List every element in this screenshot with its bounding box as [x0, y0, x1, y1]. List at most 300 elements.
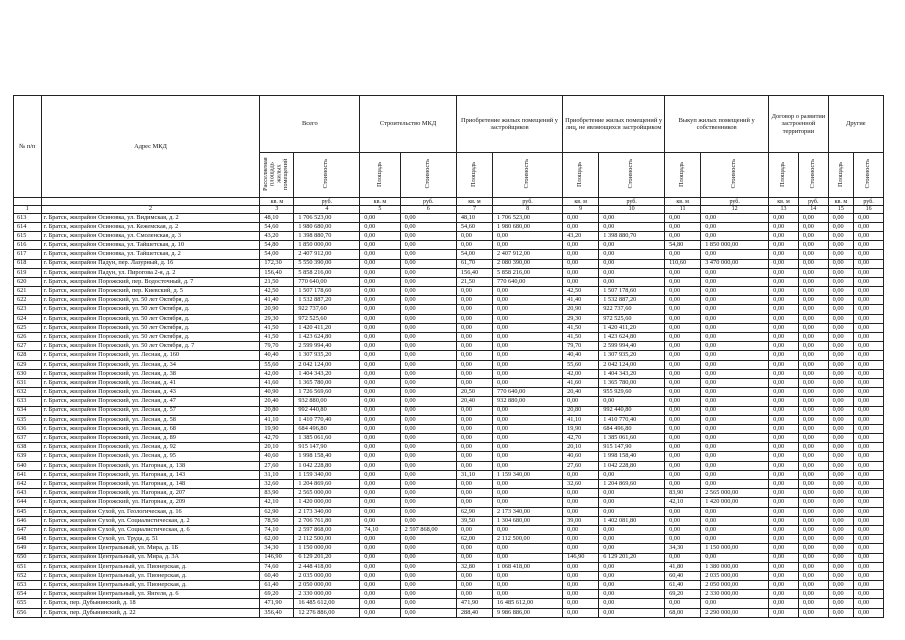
value-cell: 0,00 — [400, 296, 456, 305]
value-cell: 0,00 — [701, 277, 769, 286]
value-cell: 0,00 — [828, 535, 853, 544]
value-cell: 0,00 — [828, 406, 853, 415]
row-number: 635 — [14, 415, 42, 424]
value-cell: 0,00 — [456, 590, 492, 599]
value-cell: 0,00 — [599, 535, 665, 544]
value-cell: 0,00 — [828, 599, 853, 608]
row-number: 637 — [14, 434, 42, 443]
row-number: 643 — [14, 489, 42, 498]
row-number: 644 — [14, 498, 42, 507]
value-cell: 0,00 — [769, 277, 799, 286]
value-cell: 40,60 — [563, 452, 599, 461]
value-cell: 2 173 340,00 — [493, 507, 563, 516]
row-number: 624 — [14, 314, 42, 323]
row-number: 625 — [14, 323, 42, 332]
value-cell: 21,50 — [456, 277, 492, 286]
value-cell: 0,00 — [798, 388, 828, 397]
column-number: 16 — [854, 206, 884, 214]
value-cell: 2 050 000,00 — [294, 581, 360, 590]
value-cell: 29,30 — [260, 314, 294, 323]
value-cell: 0,00 — [563, 535, 599, 544]
value-cell: 0,00 — [456, 314, 492, 323]
value-cell: 0,00 — [798, 369, 828, 378]
column-number: 15 — [828, 206, 853, 214]
table-row — [14, 415, 884, 424]
value-cell: 0,00 — [854, 406, 884, 415]
row-number: 654 — [14, 590, 42, 599]
table-row — [14, 498, 884, 507]
table-row — [14, 378, 884, 387]
value-cell: 0,00 — [828, 571, 853, 580]
value-cell: 19,90 — [563, 424, 599, 433]
value-cell: 0,00 — [701, 305, 769, 314]
table-row — [14, 222, 884, 231]
value-cell: 54,00 — [260, 250, 294, 259]
value-cell: 16 485 612,00 — [294, 599, 360, 608]
value-cell: 21,50 — [260, 277, 294, 286]
value-cell: 0,00 — [400, 259, 456, 268]
value-cell: 0,00 — [701, 342, 769, 351]
header-purchase-non-developers: Приобретение жилых помещений у лиц, не являющихся застройщиком — [565, 116, 663, 131]
value-cell: 34,30 — [260, 544, 294, 553]
value-cell: 0,00 — [456, 360, 492, 369]
value-cell: 6 129 201,20 — [294, 553, 360, 562]
value-cell: 62,00 — [260, 535, 294, 544]
value-cell: 0,00 — [563, 489, 599, 498]
value-cell: 2 706 761,80 — [294, 516, 360, 525]
value-cell: 0,00 — [360, 397, 400, 406]
table-row — [14, 287, 884, 296]
value-cell: 0,00 — [493, 461, 563, 470]
value-cell: 0,00 — [493, 415, 563, 424]
subheader-cost: Стоимость — [423, 159, 431, 189]
value-cell: 684 496,80 — [599, 424, 665, 433]
value-cell: 0,00 — [854, 222, 884, 231]
value-cell: 922 737,60 — [294, 305, 360, 314]
value-cell: 0,00 — [854, 498, 884, 507]
value-cell: 0,00 — [798, 544, 828, 553]
value-cell: 0,00 — [493, 424, 563, 433]
value-cell: 1 420 411,20 — [599, 323, 665, 332]
address-cell: г. Братск, жилрайон Порожский, ул. 50 лет Октября, д. — [41, 333, 260, 342]
value-cell: 0,00 — [798, 571, 828, 580]
value-cell: 0,00 — [798, 590, 828, 599]
value-cell: 0,00 — [665, 516, 701, 525]
value-cell: 0,00 — [701, 296, 769, 305]
unit-cost: руб. — [798, 198, 828, 206]
value-cell: 34,30 — [665, 544, 701, 553]
value-cell: 0,00 — [828, 360, 853, 369]
value-cell: 0,00 — [400, 397, 456, 406]
value-cell: 0,00 — [854, 305, 884, 314]
value-cell: 0,00 — [599, 498, 665, 507]
address-cell: г. Братск, жилрайон Центральный, ул. Янгеля, д. 6 — [41, 590, 260, 599]
row-number: 613 — [14, 213, 42, 222]
value-cell: 0,00 — [769, 406, 799, 415]
value-cell: 0,00 — [665, 231, 701, 240]
value-cell: 12 276 886,00 — [294, 608, 360, 617]
value-cell: 0,00 — [456, 489, 492, 498]
value-cell: 0,00 — [563, 571, 599, 580]
value-cell: 0,00 — [701, 553, 769, 562]
value-cell: 0,00 — [599, 250, 665, 259]
value-cell: 0,00 — [493, 480, 563, 489]
value-cell: 62,90 — [456, 507, 492, 516]
value-cell: 1 398 880,70 — [294, 231, 360, 240]
value-cell: 0,00 — [360, 222, 400, 231]
value-cell: 0,00 — [360, 461, 400, 470]
value-cell: 0,00 — [360, 452, 400, 461]
row-number: 655 — [14, 599, 42, 608]
value-cell: 29,30 — [563, 314, 599, 323]
value-cell: 0,00 — [599, 599, 665, 608]
table-row — [14, 535, 884, 544]
value-cell: 0,00 — [798, 231, 828, 240]
value-cell: 0,00 — [769, 369, 799, 378]
value-cell: 0,00 — [828, 507, 853, 516]
value-cell: 0,00 — [400, 231, 456, 240]
value-cell: 2 407 912,00 — [294, 250, 360, 259]
value-cell: 0,00 — [769, 314, 799, 323]
value-cell: 0,00 — [400, 516, 456, 525]
header-other: Другие — [828, 96, 883, 153]
value-cell: 0,00 — [456, 305, 492, 314]
value-cell: 0,00 — [360, 259, 400, 268]
value-cell: 0,00 — [701, 480, 769, 489]
unit-cost: руб. — [400, 198, 456, 206]
value-cell: 0,00 — [665, 314, 701, 323]
subheader-cost: Стоимость — [864, 159, 872, 189]
value-cell: 0,00 — [665, 296, 701, 305]
value-cell: 0,00 — [854, 424, 884, 433]
value-cell: 1 307 935,20 — [294, 351, 360, 360]
value-cell: 0,00 — [456, 296, 492, 305]
value-cell: 0,00 — [665, 369, 701, 378]
value-cell: 1 706 523,00 — [493, 213, 563, 222]
value-cell: 0,00 — [769, 250, 799, 259]
table-row — [14, 525, 884, 534]
value-cell: 0,00 — [599, 489, 665, 498]
value-cell: 0,00 — [665, 599, 701, 608]
value-cell: 0,00 — [828, 287, 853, 296]
table-row — [14, 571, 884, 580]
value-cell: 0,00 — [360, 507, 400, 516]
value-cell: 1 150 000,00 — [701, 544, 769, 553]
value-cell: 0,00 — [599, 222, 665, 231]
header-address: Адрес МКД — [41, 96, 260, 198]
value-cell: 0,00 — [769, 535, 799, 544]
table-row — [14, 452, 884, 461]
value-cell: 146,90 — [563, 553, 599, 562]
value-cell: 0,00 — [400, 406, 456, 415]
address-cell: г. Братск, жилрайон Порожский, ул. Лесная, д. 43 — [41, 388, 260, 397]
value-cell: 0,00 — [828, 590, 853, 599]
value-cell: 54,60 — [456, 222, 492, 231]
value-cell: 0,00 — [769, 489, 799, 498]
value-cell: 0,00 — [769, 213, 799, 222]
value-cell: 48,10 — [456, 213, 492, 222]
value-cell: 0,00 — [828, 397, 853, 406]
value-cell: 0,00 — [456, 351, 492, 360]
address-cell: г. Братск, жилрайон Порожский, ул. Лесная, д. 41 — [41, 378, 260, 387]
value-cell: 0,00 — [400, 553, 456, 562]
value-cell: 0,00 — [360, 535, 400, 544]
value-cell: 0,00 — [493, 544, 563, 553]
value-cell: 0,00 — [828, 342, 853, 351]
value-cell: 0,00 — [769, 397, 799, 406]
value-cell: 0,00 — [400, 498, 456, 507]
value-cell: 43,20 — [260, 231, 294, 240]
subheader-cost: Стоимость — [627, 159, 635, 189]
value-cell: 0,00 — [400, 434, 456, 443]
address-cell: г. Братск, жилрайон Сухой, ул. Социалистическая, д. 6 — [41, 525, 260, 534]
value-cell: 0,00 — [563, 241, 599, 250]
value-cell: 0,00 — [493, 287, 563, 296]
value-cell: 0,00 — [701, 222, 769, 231]
value-cell: 0,00 — [798, 406, 828, 415]
value-cell: 0,00 — [854, 296, 884, 305]
value-cell: 0,00 — [798, 480, 828, 489]
value-cell: 0,00 — [701, 268, 769, 277]
value-cell: 0,00 — [456, 231, 492, 240]
value-cell: 0,00 — [493, 443, 563, 452]
value-cell: 0,00 — [701, 333, 769, 342]
value-cell: 0,00 — [828, 259, 853, 268]
value-cell: 0,00 — [360, 480, 400, 489]
units-row — [14, 198, 884, 206]
row-number: 615 — [14, 231, 42, 240]
row-number: 633 — [14, 397, 42, 406]
value-cell: 0,00 — [769, 231, 799, 240]
value-cell: 0,00 — [400, 507, 456, 516]
value-cell: 0,00 — [599, 544, 665, 553]
value-cell: 1 385 061,60 — [294, 434, 360, 443]
row-number: 623 — [14, 305, 42, 314]
value-cell: 0,00 — [854, 369, 884, 378]
value-cell: 0,00 — [769, 424, 799, 433]
column-numbers-row — [14, 206, 884, 214]
value-cell: 0,00 — [563, 507, 599, 516]
value-cell: 0,00 — [599, 277, 665, 286]
value-cell: 0,00 — [769, 516, 799, 525]
value-cell: 31,10 — [260, 470, 294, 479]
address-cell: г. Братск, жилрайон Сухой, ул. Труда, д. 51 — [41, 535, 260, 544]
value-cell: 0,00 — [493, 406, 563, 415]
value-cell: 0,00 — [665, 507, 701, 516]
value-cell: 40,40 — [563, 351, 599, 360]
value-cell: 42,50 — [563, 287, 599, 296]
value-cell: 0,00 — [854, 434, 884, 443]
address-cell: г. Братск, жилрайон Порожский, ул. Лесная, д. 160 — [41, 351, 260, 360]
value-cell: 41,10 — [260, 415, 294, 424]
value-cell: 20,40 — [260, 397, 294, 406]
value-cell: 0,00 — [828, 608, 853, 617]
value-cell: 2 330 000,00 — [701, 590, 769, 599]
value-cell: 0,00 — [360, 544, 400, 553]
row-number: 626 — [14, 333, 42, 342]
value-cell: 62,00 — [456, 535, 492, 544]
value-cell: 1 204 869,60 — [599, 480, 665, 489]
table-row — [14, 434, 884, 443]
value-cell: 0,00 — [854, 241, 884, 250]
value-cell: 0,00 — [701, 470, 769, 479]
value-cell: 0,00 — [360, 323, 400, 332]
value-cell: 42,70 — [563, 434, 599, 443]
row-number: 636 — [14, 424, 42, 433]
value-cell: 172,30 — [260, 259, 294, 268]
value-cell: 0,00 — [665, 222, 701, 231]
value-cell: 0,00 — [769, 553, 799, 562]
value-cell: 0,00 — [665, 305, 701, 314]
value-cell: 932 880,00 — [493, 397, 563, 406]
value-cell: 0,00 — [599, 507, 665, 516]
unit-cost: руб. — [854, 198, 884, 206]
value-cell: 0,00 — [563, 599, 599, 608]
row-number: 645 — [14, 507, 42, 516]
address-cell: г. Братск, жилрайон Порожский, ул. Лесная, д. 95 — [41, 452, 260, 461]
value-cell: 32,80 — [456, 562, 492, 571]
value-cell: 0,00 — [701, 406, 769, 415]
value-cell: 0,00 — [665, 388, 701, 397]
value-cell: 2 599 994,40 — [599, 342, 665, 351]
value-cell: 20,10 — [260, 443, 294, 452]
value-cell: 1 532 887,20 — [599, 296, 665, 305]
value-cell: 0,00 — [665, 434, 701, 443]
value-cell: 156,40 — [260, 268, 294, 277]
value-cell: 2 035 000,00 — [701, 571, 769, 580]
value-cell: 156,40 — [456, 268, 492, 277]
value-cell: 0,00 — [400, 424, 456, 433]
address-cell: г. Братск, жилрайон Порожский, ул. Лесная, д. 57 — [41, 406, 260, 415]
value-cell: 2 330 000,00 — [294, 590, 360, 599]
value-cell: 992 440,80 — [294, 406, 360, 415]
value-cell: 0,00 — [493, 360, 563, 369]
value-cell: 0,00 — [769, 333, 799, 342]
table-row — [14, 231, 884, 240]
value-cell: 0,00 — [701, 287, 769, 296]
value-cell: 2 112 500,00 — [294, 535, 360, 544]
value-cell: 0,00 — [798, 259, 828, 268]
value-cell: 0,00 — [854, 562, 884, 571]
value-cell: 0,00 — [701, 452, 769, 461]
value-cell: 0,00 — [828, 443, 853, 452]
table-row — [14, 342, 884, 351]
column-number: 7 — [456, 206, 492, 214]
value-cell: 288,40 — [456, 608, 492, 617]
value-cell: 41,60 — [563, 378, 599, 387]
value-cell: 0,00 — [360, 498, 400, 507]
value-cell: 0,00 — [769, 360, 799, 369]
row-number: 653 — [14, 581, 42, 590]
value-cell: 0,00 — [854, 581, 884, 590]
value-cell: 0,00 — [854, 397, 884, 406]
value-cell: 20,40 — [563, 388, 599, 397]
value-cell: 0,00 — [665, 415, 701, 424]
value-cell: 0,00 — [360, 314, 400, 323]
value-cell: 0,00 — [493, 369, 563, 378]
value-cell: 39,00 — [563, 516, 599, 525]
row-number: 632 — [14, 388, 42, 397]
value-cell: 0,00 — [665, 535, 701, 544]
row-number: 649 — [14, 544, 42, 553]
value-cell: 1 068 418,00 — [493, 562, 563, 571]
value-cell: 0,00 — [493, 581, 563, 590]
value-cell: 0,00 — [360, 388, 400, 397]
value-cell: 41,40 — [260, 296, 294, 305]
table-row — [14, 516, 884, 525]
value-cell: 992 440,80 — [599, 406, 665, 415]
value-cell: 0,00 — [854, 553, 884, 562]
table-row — [14, 314, 884, 323]
value-cell: 0,00 — [769, 378, 799, 387]
value-cell: 1 204 869,60 — [294, 480, 360, 489]
value-cell: 0,00 — [493, 378, 563, 387]
row-number: 648 — [14, 535, 42, 544]
column-number: 1 — [14, 206, 42, 214]
value-cell: 0,00 — [798, 241, 828, 250]
value-cell: 0,00 — [769, 287, 799, 296]
value-cell: 471,90 — [456, 599, 492, 608]
value-cell: 0,00 — [563, 222, 599, 231]
value-cell: 1 404 343,20 — [294, 369, 360, 378]
subheader-area: Площадь — [470, 161, 478, 187]
unit-area: кв. м — [260, 198, 294, 206]
address-cell: г. Братск, жилрайон Порожский, ул. Нагорная, д. 209 — [41, 498, 260, 507]
value-cell: 0,00 — [665, 360, 701, 369]
unit-area: кв. м — [360, 198, 400, 206]
value-cell: 0,00 — [563, 397, 599, 406]
subheader-cost: Стоимость — [523, 159, 531, 189]
value-cell: 0,00 — [563, 498, 599, 507]
value-cell: 0,00 — [769, 222, 799, 231]
unit-cost: руб. — [599, 198, 665, 206]
row-number: 640 — [14, 461, 42, 470]
value-cell: 0,00 — [701, 599, 769, 608]
value-cell: 69,20 — [665, 590, 701, 599]
value-cell: 0,00 — [665, 351, 701, 360]
value-cell: 0,00 — [360, 415, 400, 424]
value-cell: 0,00 — [563, 250, 599, 259]
value-cell: 0,00 — [665, 525, 701, 534]
address-cell: г. Братск, пер. Дубынинский, д. 22 — [41, 608, 260, 617]
value-cell: 0,00 — [798, 250, 828, 259]
value-cell: 0,00 — [701, 507, 769, 516]
value-cell: 0,00 — [854, 314, 884, 323]
value-cell: 955 929,60 — [599, 388, 665, 397]
value-cell: 0,00 — [798, 516, 828, 525]
unit-area: кв. м — [456, 198, 492, 206]
value-cell: 0,00 — [400, 489, 456, 498]
value-cell: 54,80 — [665, 241, 701, 250]
value-cell: 0,00 — [599, 608, 665, 617]
value-cell: 0,00 — [360, 406, 400, 415]
value-cell: 0,00 — [828, 296, 853, 305]
column-number: 11 — [665, 206, 701, 214]
value-cell: 41,10 — [563, 415, 599, 424]
value-cell: 0,00 — [599, 213, 665, 222]
value-cell: 27,60 — [563, 461, 599, 470]
row-number: 641 — [14, 470, 42, 479]
value-cell: 0,00 — [769, 388, 799, 397]
value-cell: 0,00 — [665, 213, 701, 222]
value-cell: 0,00 — [400, 571, 456, 580]
row-number: 614 — [14, 222, 42, 231]
table-row — [14, 599, 884, 608]
table-row — [14, 388, 884, 397]
value-cell: 0,00 — [854, 351, 884, 360]
value-cell: 0,00 — [798, 378, 828, 387]
value-cell: 0,00 — [828, 525, 853, 534]
